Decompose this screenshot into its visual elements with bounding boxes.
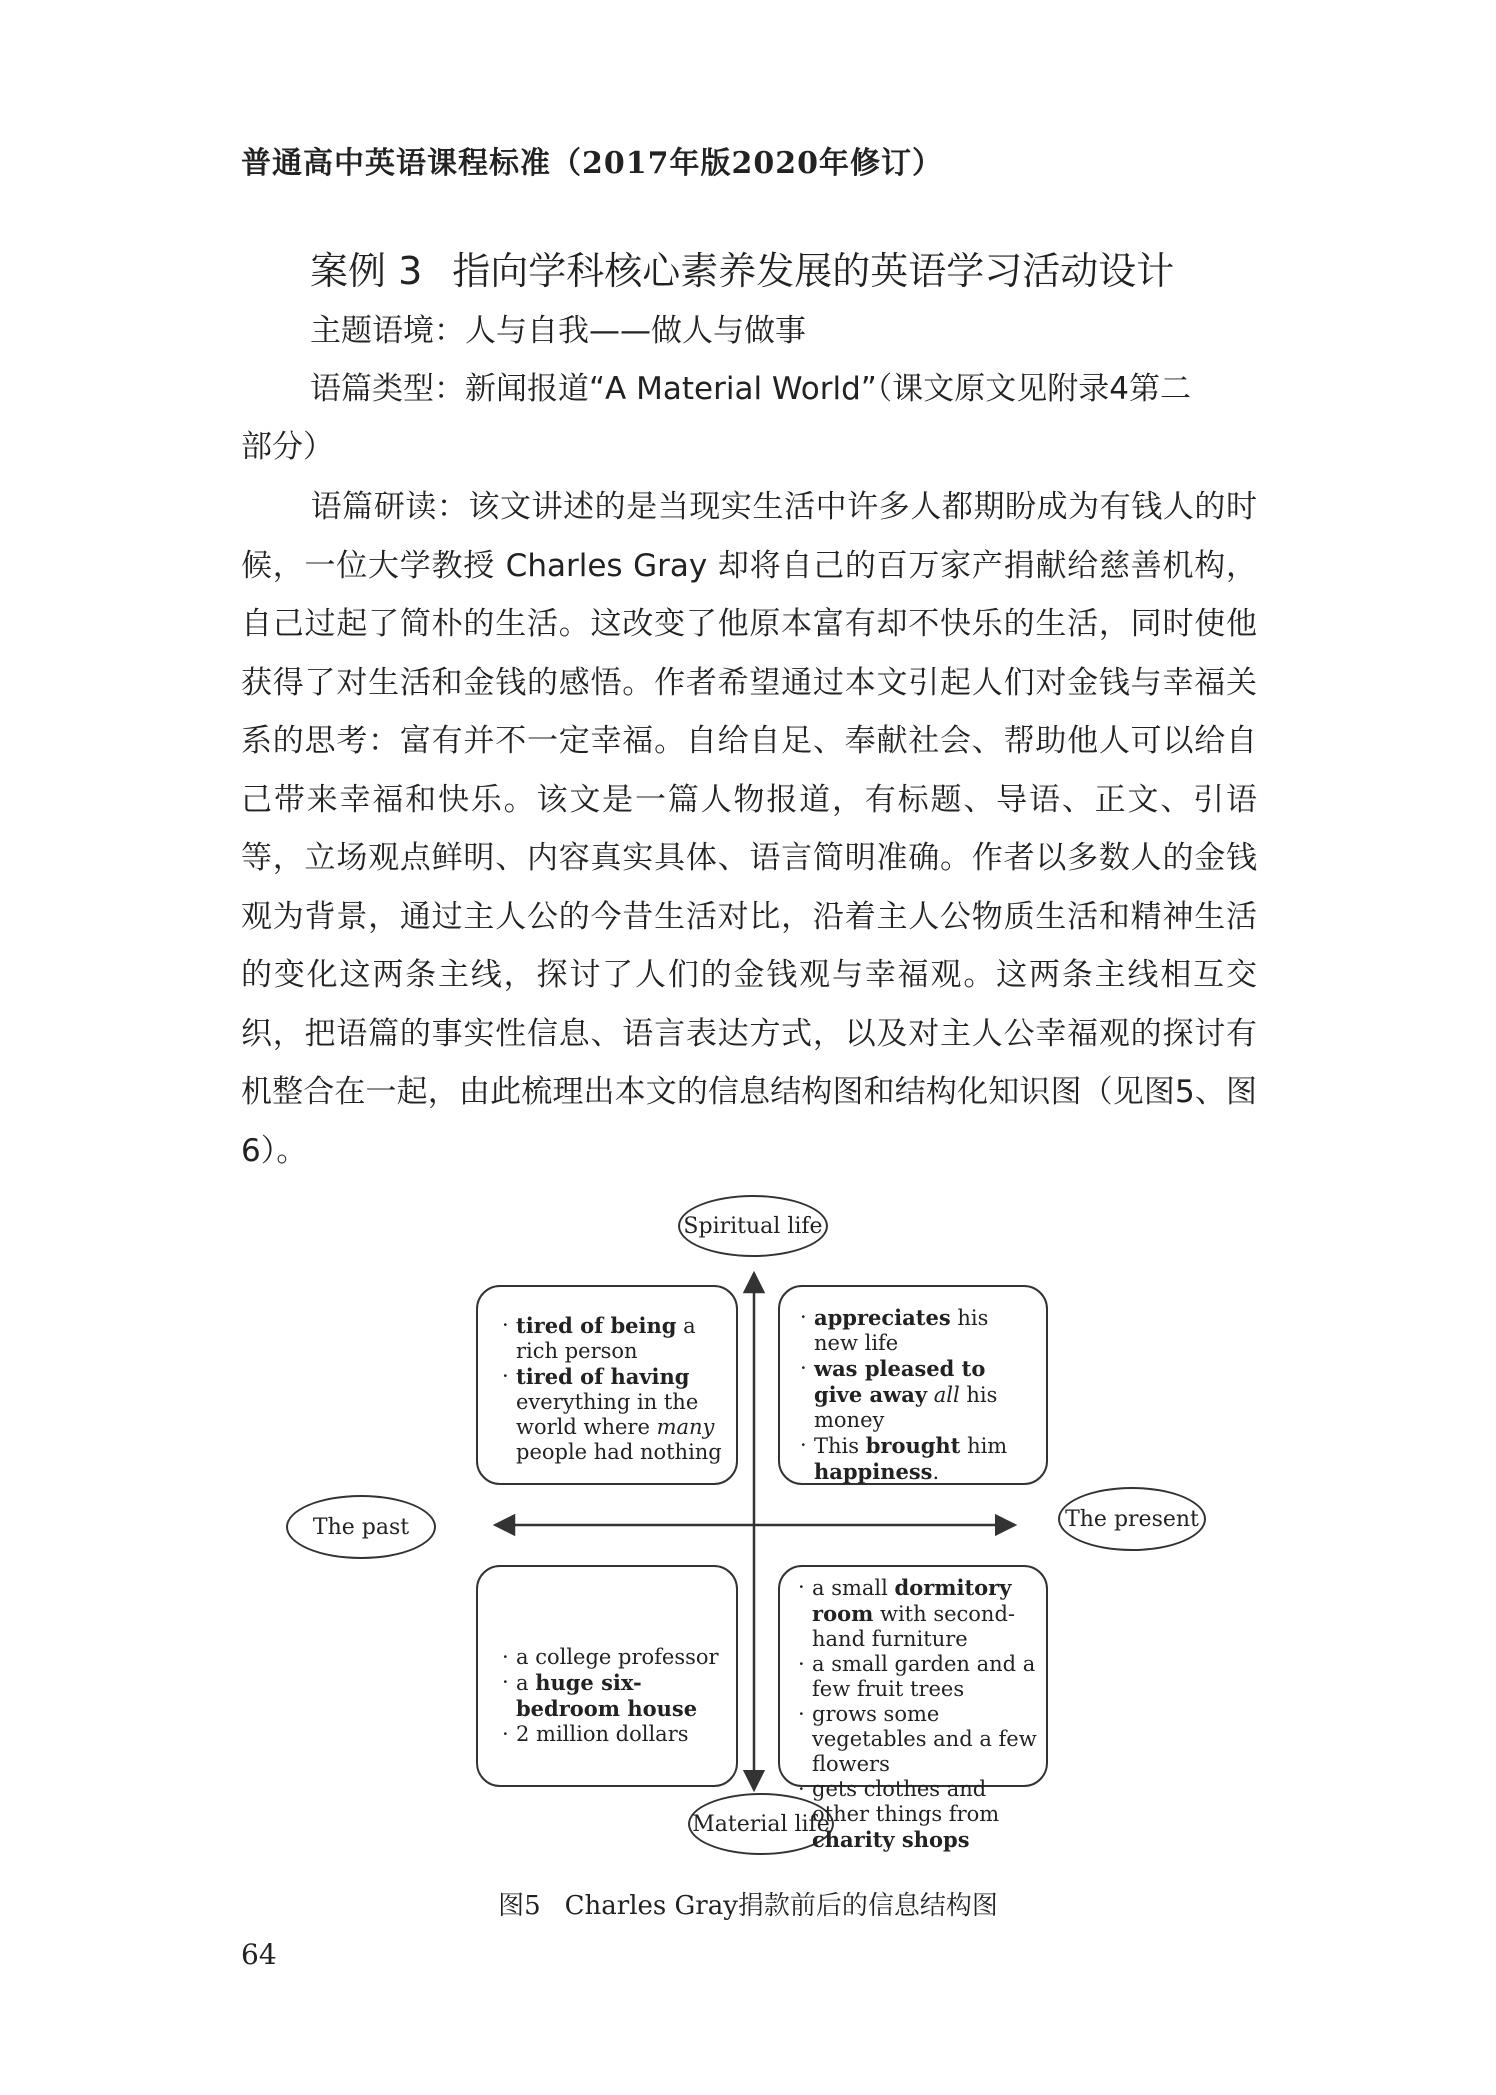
figure-caption-text: Charles Gray捐款前后的信息结构图 bbox=[564, 1891, 998, 1921]
list-item: · tired of being a rich person bbox=[502, 1313, 722, 1364]
figure-label: 图5 bbox=[498, 1891, 541, 1921]
list-item: · a small garden and a few fruit trees bbox=[798, 1652, 1038, 1702]
running-header: 普通高中英语课程标准（2017年版2020年修订） bbox=[241, 146, 943, 181]
list-item: · a college professor bbox=[502, 1645, 722, 1670]
text-type-line: 语篇类型：新闻报道“A Material World”（课文原文见附录4第二 bbox=[310, 371, 1192, 407]
list-item: · was pleased to give away all his money bbox=[800, 1356, 1034, 1433]
text-type-line-cont: 部分） bbox=[241, 429, 334, 465]
analysis-paragraph bbox=[241, 478, 1257, 1180]
analysis-text: 语篇研读：该文讲述的是当现实生活中许多人都期盼成为有钱人的时候，一位大学教授 Charles Gray 却将自己的百万家产捐献给慈善机构，自己过起了简朴的生活。这改变了他原本富有却不快乐的生活，同时使他获得了对生活和金钱的感悟。作者希望通过本文引起人们对金钱与幸福关系的思考：富有并不一定幸福。自给自足、奉献社会、帮助他人可以给自己带来幸福和快乐。该文是一篇人物报道，有标题、导语、正文、引语等，立场观点鲜明、内容真实具体、语言简明准确。作者以多数人的金钱观为背景，通过主人公的今昔生活对比，沿着主人公物质生活和精神生活的变化这两条主线，探讨了人们的金钱观与幸福观。这两条主线相互交织，把语篇的事实性信息、语言表达方式，以及对主人公幸福观的探讨有机整合在一起，由此梳理出本文的信息结构图和结构化知识图（见图5、图6）。 bbox=[241, 489, 1257, 1169]
page-number: 64 bbox=[241, 1938, 277, 1971]
list-item: · tired of having everything in the world where many people had nothing bbox=[502, 1364, 722, 1465]
box-present-spiritual bbox=[778, 1285, 1048, 1485]
list-item: · a huge six-bedroom house bbox=[502, 1670, 722, 1722]
list-item: · a small dormitory room with second-hand furniture bbox=[798, 1575, 1038, 1652]
case-title-text: 指向学科核心素养发展的英语学习活动设计 bbox=[452, 249, 1175, 293]
list-item: · gets clothes and other things from charity shops bbox=[798, 1777, 1038, 1853]
info-structure-diagram bbox=[270, 1195, 1220, 1855]
axis-label-spiritual: Spiritual life bbox=[678, 1195, 828, 1257]
axis-label-present: The present bbox=[1058, 1487, 1206, 1551]
figure-caption bbox=[0, 1885, 1496, 1922]
box-present-material bbox=[778, 1565, 1048, 1852]
list-item: · grows some vegetables and a few flowers bbox=[798, 1702, 1038, 1777]
axis-label-past: The past bbox=[286, 1495, 436, 1559]
case-number: 案例 3 bbox=[310, 249, 423, 293]
list-item: · 2 million dollars bbox=[502, 1722, 722, 1747]
box-past-material bbox=[476, 1565, 738, 1787]
list-item: · This brought him happiness. bbox=[800, 1433, 1034, 1485]
case-title bbox=[310, 240, 1174, 295]
axis-label-material: Material life bbox=[688, 1793, 834, 1855]
box-past-spiritual bbox=[476, 1285, 738, 1485]
list-item: · appreciates his new life bbox=[800, 1305, 1034, 1356]
theme-line: 主题语境：人与自我——做人与做事 bbox=[310, 313, 806, 349]
